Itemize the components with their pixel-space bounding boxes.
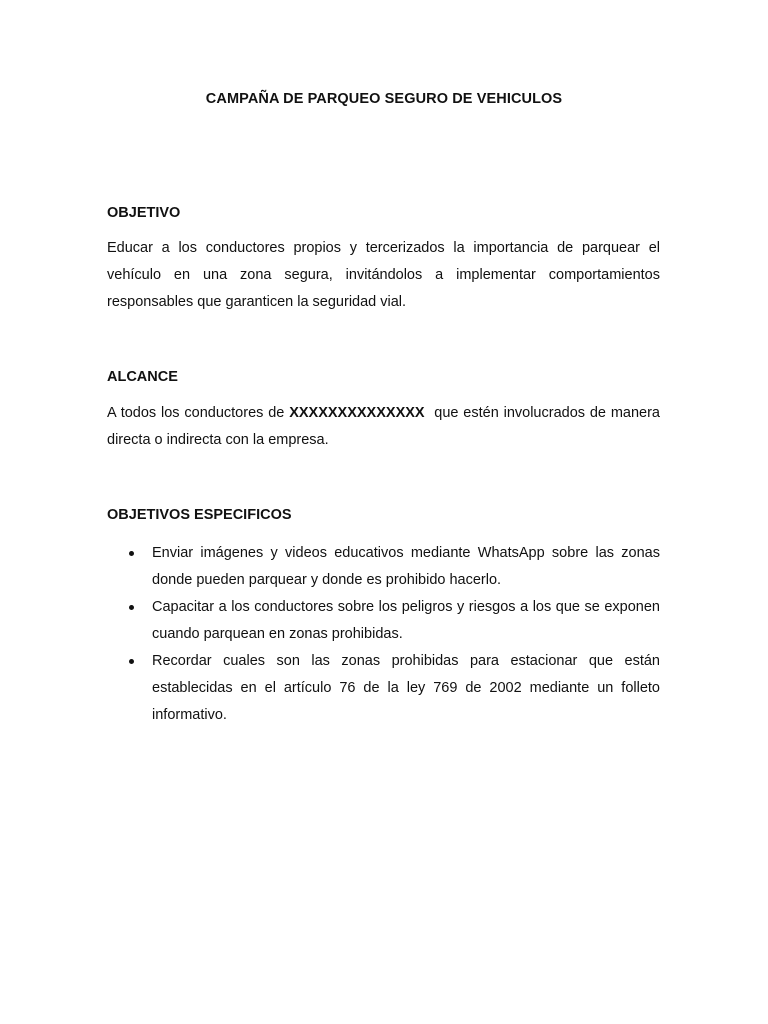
section-heading-alcance: ALCANCE	[107, 369, 178, 385]
bullet-icon	[129, 659, 134, 664]
list-item-text: Capacitar a los conductores sobre los peligros y riesgos a los que se exponen cuando parquean en zonas prohibidas.	[152, 599, 660, 642]
objetivo-paragraph: Educar a los conductores propios y tercerizados la importancia de parquear el vehículo en una zona segura, invitándolos a implementar comportamientos responsables que garanticen la seguridad vial.	[107, 240, 660, 310]
objetivos-especificos-list	[107, 540, 660, 729]
bullet-icon	[129, 551, 134, 556]
list-item	[107, 594, 660, 648]
list-item	[107, 648, 660, 729]
document-title: CAMPAÑA DE PARQUEO SEGURO DE VEHICULOS	[205, 91, 563, 107]
alcance-text-after: que estén involucrados de manera directa o indirecta con la empresa.	[107, 405, 665, 448]
list-item	[107, 540, 660, 594]
section-heading-objetivo: OBJETIVO	[107, 205, 181, 221]
section-heading-objetivos-especificos: OBJETIVOS ESPECIFICOS	[107, 507, 292, 523]
list-item-text: Recordar cuales son las zonas prohibidas para estacionar que están establecidas en el artículo 76 de la ley 769 de 2002 mediante un folleto informativo.	[152, 653, 660, 723]
alcance-paragraph	[107, 400, 665, 454]
alcance-text-before: A todos los conductores de	[107, 405, 290, 421]
bullet-icon	[129, 605, 134, 610]
company-placeholder: XXXXXXXXXXXXXX	[289, 405, 425, 421]
list-item-text: Enviar imágenes y videos educativos mediante WhatsApp sobre las zonas donde pueden parquear y donde es prohibido hacerlo.	[152, 545, 660, 588]
